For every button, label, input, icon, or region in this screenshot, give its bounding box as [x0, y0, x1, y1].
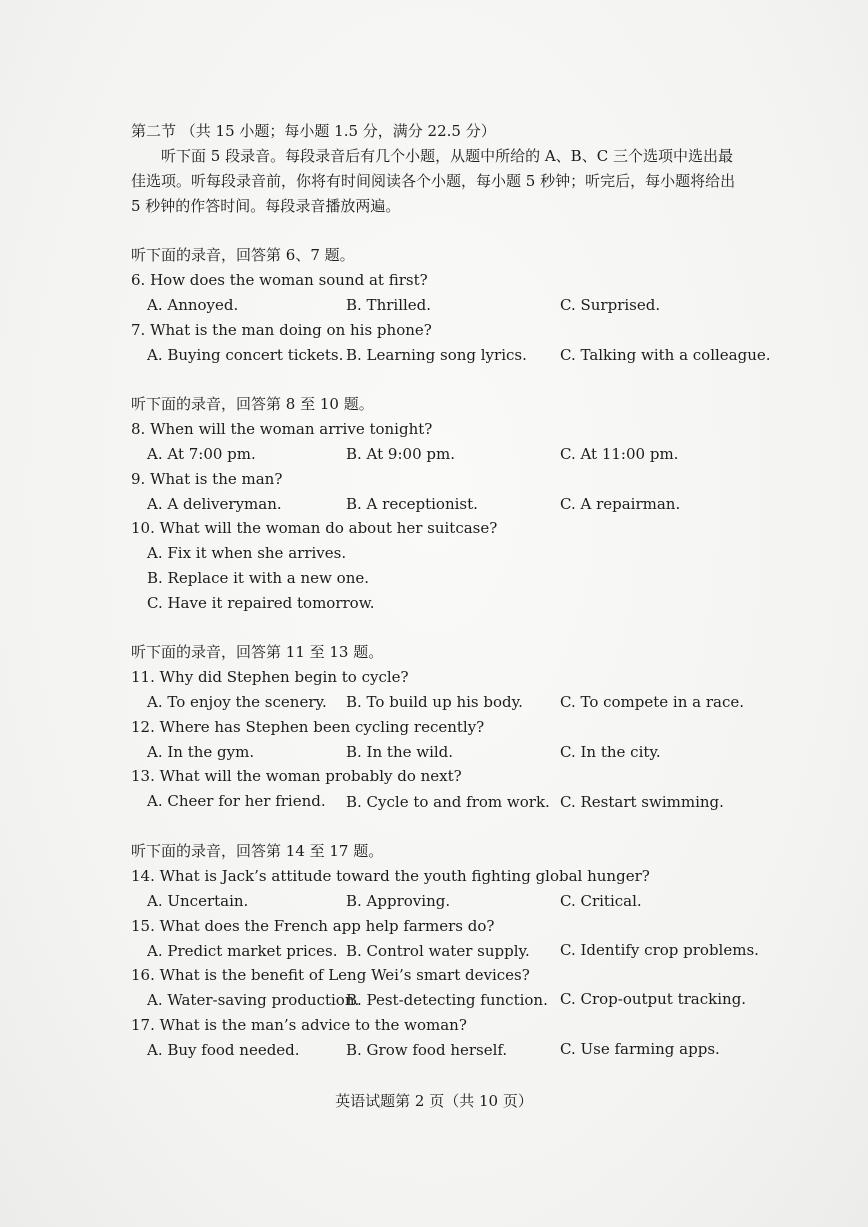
instructions-line-3: 5 秒钟的作答时间。每段录音播放两遍。: [131, 197, 401, 215]
option-c: C. Critical.: [560, 892, 642, 910]
instructions-line-1: 听下面 5 段录音。每段录音后有几个小题，从题中所给的 A、B、C 三个选项中选出最: [131, 147, 733, 165]
option-c: C. Have it repaired tomorrow.: [147, 594, 375, 612]
question-stem: 13. What will the woman probably do next?: [131, 767, 462, 785]
question-stem: 14. What is Jack’s attitude toward the youth fighting global hunger?: [131, 867, 650, 885]
option-c: C. In the city.: [560, 743, 661, 761]
option-c: C. Use farming apps.: [560, 1040, 720, 1058]
question-stem: 17. What is the man’s advice to the woman?: [131, 1016, 467, 1034]
page-footer: 英语试题第 2 页（共 10 页）: [335, 1092, 533, 1110]
question-stem: 8. When will the woman arrive tonight?: [131, 420, 433, 438]
question-stem: 7. What is the man doing on his phone?: [131, 321, 432, 339]
option-b: B. Pest-detecting function.: [346, 991, 548, 1009]
option-c: C. To compete in a race.: [560, 693, 745, 711]
section-header: 第二节 （共 15 小题；每小题 1.5 分，满分 22.5 分）: [131, 122, 496, 140]
option-b: B. Control water supply.: [346, 942, 530, 960]
option-c: C. Identify crop problems.: [560, 941, 759, 959]
option-c: C. Restart swimming.: [560, 793, 724, 811]
option-b: B. To build up his body.: [346, 693, 523, 711]
option-c: C. Surprised.: [560, 296, 661, 314]
option-c: C. At 11:00 pm.: [560, 445, 679, 463]
option-a: A. Fix it when she arrives.: [147, 544, 347, 562]
option-b: B. At 9:00 pm.: [346, 445, 455, 463]
option-b: B. A receptionist.: [346, 495, 478, 513]
option-a: A. Cheer for her friend.: [147, 792, 326, 810]
question-stem: 12. Where has Stephen been cycling recently?: [131, 718, 485, 736]
option-b: B. In the wild.: [346, 743, 454, 761]
option-b: B. Grow food herself.: [346, 1041, 508, 1059]
option-a: A. Water-saving production.: [147, 991, 360, 1009]
option-b: B. Approving.: [346, 892, 451, 910]
option-b: B. Cycle to and from work.: [346, 793, 550, 811]
option-c: C. Talking with a colleague.: [560, 346, 771, 364]
instructions-line-2: 佳选项。听每段录音前，你将有时间阅读各个小题，每小题 5 秒钟；听完后，每小题将给出: [131, 172, 736, 190]
group-intro: 听下面的录音，回答第 8 至 10 题。: [131, 395, 374, 413]
option-b: B. Learning song lyrics.: [346, 346, 527, 364]
question-stem: 10. What will the woman do about her suitcase?: [131, 519, 498, 537]
option-a: A. In the gym.: [147, 743, 255, 761]
option-a: A. At 7:00 pm.: [147, 445, 256, 463]
option-a: A. Predict market prices.: [147, 942, 338, 960]
question-stem: 9. What is the man?: [131, 470, 283, 488]
group-intro: 听下面的录音，回答第 11 至 13 题。: [131, 643, 384, 661]
option-c: C. A repairman.: [560, 495, 681, 513]
group-intro: 听下面的录音，回答第 14 至 17 题。: [131, 842, 384, 860]
option-a: A. Buy food needed.: [147, 1041, 300, 1059]
option-c: C. Crop-output tracking.: [560, 990, 747, 1008]
question-stem: 15. What does the French app help farmers do?: [131, 917, 495, 935]
option-a: A. To enjoy the scenery.: [147, 693, 327, 711]
option-b: B. Thrilled.: [346, 296, 432, 314]
option-a: A. Annoyed.: [147, 296, 239, 314]
question-stem: 6. How does the woman sound at first?: [131, 271, 428, 289]
option-b: B. Replace it with a new one.: [147, 569, 369, 587]
option-a: A. Uncertain.: [147, 892, 249, 910]
option-a: A. A deliveryman.: [147, 495, 282, 513]
group-intro: 听下面的录音，回答第 6、7 题。: [131, 246, 355, 264]
option-a: A. Buying concert tickets.: [147, 346, 344, 364]
question-stem: 16. What is the benefit of Leng Wei’s smart devices?: [131, 966, 530, 984]
question-stem: 11. Why did Stephen begin to cycle?: [131, 668, 409, 686]
